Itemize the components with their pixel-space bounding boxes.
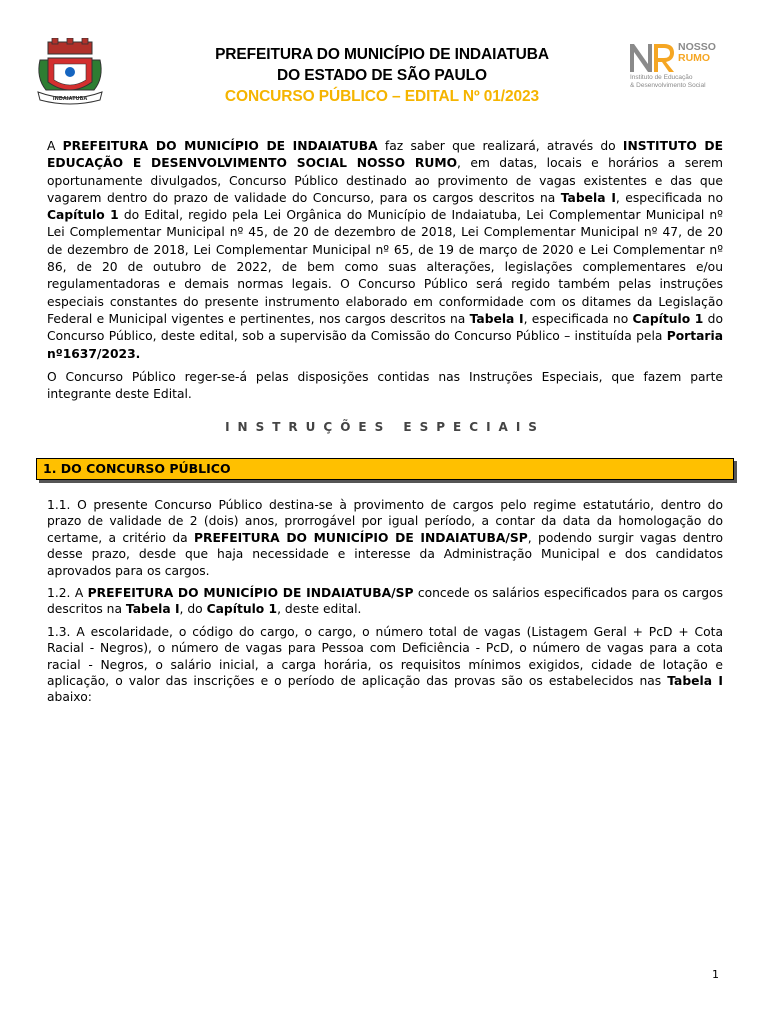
- paragraph-1-1: [47, 497, 723, 579]
- text-run: abaixo:: [47, 690, 92, 705]
- bold-run: Tabela I: [560, 190, 616, 205]
- page-title-line2: DO ESTADO DE SÃO PAULO: [277, 67, 487, 84]
- text-run: O Concurso Público reger-se-á pelas disposições contidas nas Instruções Especiais, que fazem parte integrante deste Edital.: [47, 369, 723, 402]
- municipal-crest-icon: [34, 38, 106, 106]
- intro-section: [47, 138, 723, 409]
- logo-name-line2: RUMO: [678, 52, 711, 64]
- bold-run: Portaria nº1637/2023.: [47, 329, 723, 361]
- section-1-content: [47, 497, 723, 712]
- bold-run: PREFEITURA DO MUNICÍPIO DE INDAIATUBA/SP: [194, 530, 528, 545]
- text-run: , podendo surgir vagas dentro desse prazo, desde que haja necessidade e interesse da Administração Municipal e dos candidatos aprovados para os cargos.: [47, 530, 723, 578]
- logo-name-line1: NOSSO: [678, 41, 716, 53]
- text-run: , em datas, locais e horários a serem oportunamente divulgados, Concurso Público destinado ao provimento de vagas existentes e das que vagarem dentro do prazo de validade do Concurso, para os cargos descritos na: [47, 156, 723, 205]
- title-block: [120, 44, 644, 107]
- page-header: [0, 0, 770, 130]
- instrucoes-especiais-heading: INSTRUÇÕES ESPECIAIS: [225, 420, 545, 434]
- section-heading-bar: [36, 458, 734, 480]
- logo-name: [678, 42, 716, 64]
- bold-run: Tabela I: [469, 311, 524, 326]
- text-run: , especificada no: [615, 190, 723, 205]
- text-run: do Concurso Público, deste edital, sob a supervisão da Comissão do Concurso Público – instituída pela: [47, 311, 723, 344]
- text-run: 1.1. O presente Concurso Público destina-se à provimento de cargos pelo regime estatutário, dentro do prazo de validade de 2 (dois) anos, prorrogável por igual período, a contar da data da homologação do certame, a critério da: [47, 498, 723, 545]
- bold-run: INSTITUTO DE EDUCAÇÃO E DESENVOLVIMENTO SOCIAL NOSSO RUMO: [47, 139, 724, 171]
- bold-run: PREFEITURA DO MUNICÍPIO DE INDAIATUBA/SP: [87, 586, 414, 601]
- text-run: 1.2. A: [47, 586, 88, 601]
- intro-paragraph-2: [47, 369, 723, 404]
- paragraph-1-3: [47, 624, 723, 706]
- section-heading: 1. DO CONCURSO PÚBLICO: [43, 461, 231, 476]
- text-run: A: [47, 139, 63, 153]
- text-run: , do: [179, 602, 207, 617]
- text-run: , especificada no: [523, 311, 633, 326]
- edital-subtitle: CONCURSO PÚBLICO – EDITAL Nº 01/2023: [224, 88, 540, 105]
- crest-ribbon-text: INDAIATUBA: [52, 96, 88, 102]
- text-run: faz saber que realizará, através do: [377, 139, 623, 153]
- bold-run: Tabela I: [667, 674, 723, 689]
- text-run: 1.3. A escolaridade, o código do cargo, o cargo, o número total de vagas (Listagem Geral + PcD + Cota Racial - Negros), o número de vagas para Pessoa com Deficiência - PcD, o número de vagas para a cota racial - Negros, o salário inicial, a carga horária, os requisitos mínimos exigidos, cidade de lotação e aplicação, o valor das inscrições e o período de aplicação das provas são os estabelecidos nas: [47, 624, 723, 689]
- nr-logo-mark-icon: [626, 40, 676, 74]
- logo-tagline: Instituto de Educação & Desenvolvimento Social: [630, 74, 706, 89]
- bold-run: Capítulo 1: [47, 208, 119, 223]
- bold-run: Capítulo 1: [206, 602, 278, 617]
- text-run: , deste edital.: [277, 602, 362, 617]
- paragraph-1-2: [47, 585, 723, 618]
- text-run: concede os salários especificados para os cargos descritos na: [47, 586, 723, 617]
- intro-paragraph-1: [47, 138, 723, 363]
- bold-run: PREFEITURA DO MUNICÍPIO DE INDAIATUBA: [62, 139, 378, 153]
- page-number: 1: [712, 968, 719, 981]
- bold-run: Tabela I: [125, 602, 180, 617]
- text-run: do Edital, regido pela Lei Orgânica do Município de Indaiatuba, Lei Complementar Municipal nº Lei Complementar Municipal nº 45, de 20 de dezembro de 2018, Lei Complementar Municipal nº 47, de 20 de dezembro de 2018, Lei Complementar Municipal nº 65, de 19 de março de 2020 e Lei Complementar nº 86, de 20 de outubro de 2022, de bem como suas alterações, legislações complementares e/ou regulamentadoras e demais normas legais. O Concurso Público será regido também pelas instruções especiais constantes do presente instrumento elaborado em conformidade com os ditames da Legislação Federal e Municipal vigentes e pertinentes, nos cargos descritos na: [47, 208, 723, 326]
- nosso-rumo-logo: [626, 40, 722, 96]
- page-title-line1: PREFEITURA DO MUNICÍPIO DE INDAIATUBA: [215, 46, 549, 63]
- bold-run: Capítulo 1: [632, 311, 704, 326]
